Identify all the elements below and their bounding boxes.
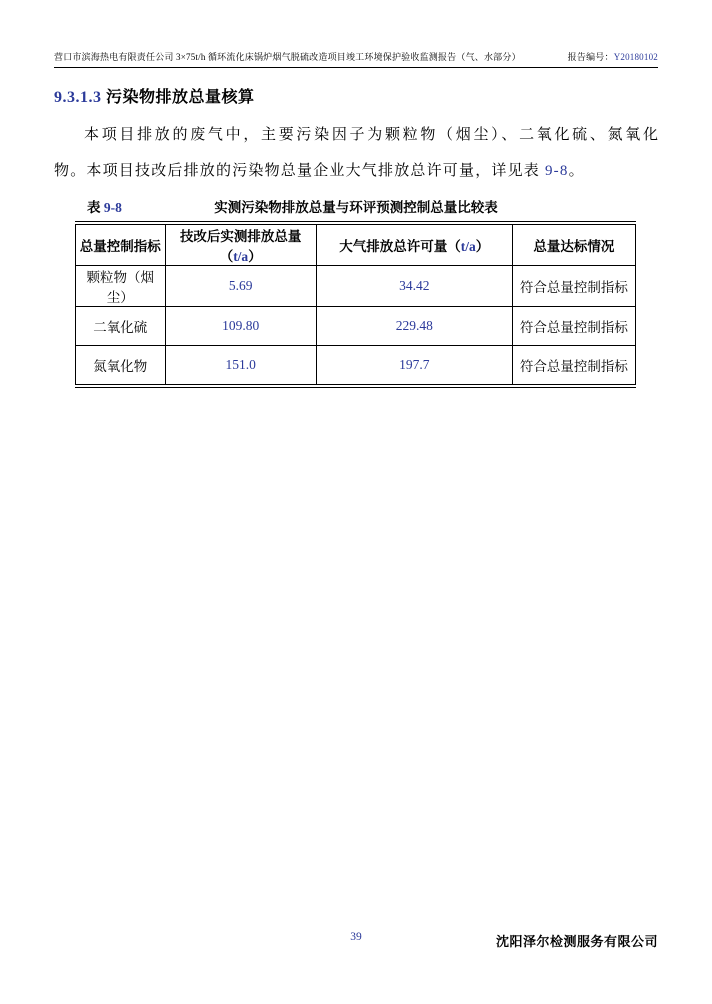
pollutant-name-cell: 氮氧化物 — [76, 346, 166, 387]
table-caption — [54, 197, 658, 219]
compliance-cell: 符合总量控制指标 — [512, 346, 635, 387]
compliance-cell: 符合总量控制指标 — [512, 307, 635, 346]
section-number: 9.3.1.3 — [54, 89, 102, 106]
running-footer — [54, 931, 658, 951]
table-header-row — [76, 223, 636, 266]
table-reference: 9-8 — [544, 163, 569, 179]
measured-total-cell: 109.80 — [165, 307, 316, 346]
emission-totals-table — [75, 221, 636, 388]
table-title: 实测污染物排放总量与环评预测控制总量比较表 — [214, 200, 498, 215]
compliance-cell: 符合总量控制指标 — [512, 266, 635, 307]
footer-company-name: 沈阳泽尔检测服务有限公司 — [495, 934, 658, 949]
report-number — [568, 50, 658, 63]
table-label — [87, 197, 122, 219]
table-row — [76, 266, 636, 307]
measured-total-cell: 151.0 — [165, 346, 316, 387]
running-header — [54, 50, 658, 68]
header-cell-indicator: 总量控制指标 — [76, 223, 166, 266]
permitted-total-cell: 34.42 — [316, 266, 512, 307]
header-cell-compliance: 总量达标情况 — [512, 223, 635, 266]
header-cell-measured-total: 技改后实测排放总量（t/a） — [165, 223, 316, 266]
paragraph-line-2 — [54, 153, 658, 189]
report-title: 营口市滨海热电有限责任公司 3×75t/h 循环流化床锅炉烟气脱硫改造项目竣工环境保护验收监测报告（气、水部分） — [54, 52, 521, 62]
body-paragraph — [54, 117, 658, 189]
table-label-number: 9-8 — [103, 200, 122, 215]
page-number: 39 — [350, 931, 362, 943]
section-title: 污染物排放总量核算 — [106, 89, 255, 106]
paragraph-line-2-text: 物。本项目技改后排放的污染物总量企业大气排放总许可量，详见表 — [54, 163, 545, 179]
paragraph-line-2-end: 。 — [568, 163, 585, 179]
report-number-label: 报告编号： — [567, 52, 614, 62]
table-row — [76, 346, 636, 387]
permitted-total-cell: 197.7 — [316, 346, 512, 387]
pollutant-name-cell: 颗粒物（烟尘） — [76, 266, 166, 307]
section-heading — [54, 84, 658, 107]
permitted-total-cell: 229.48 — [316, 307, 512, 346]
page-content — [0, 0, 712, 388]
table-label-prefix: 表 — [87, 200, 104, 215]
measured-total-cell: 5.69 — [165, 266, 316, 307]
pollutant-name-cell: 二氧化硫 — [76, 307, 166, 346]
header-cell-permitted-total: 大气排放总许可量（t/a） — [316, 223, 512, 266]
paragraph-line-1: 本项目排放的废气中，主要污染因子为颗粒物（烟尘）、二氧化硫、氮氧化 — [84, 127, 658, 143]
report-number-value: Y20180102 — [613, 52, 658, 62]
table-row — [76, 307, 636, 346]
